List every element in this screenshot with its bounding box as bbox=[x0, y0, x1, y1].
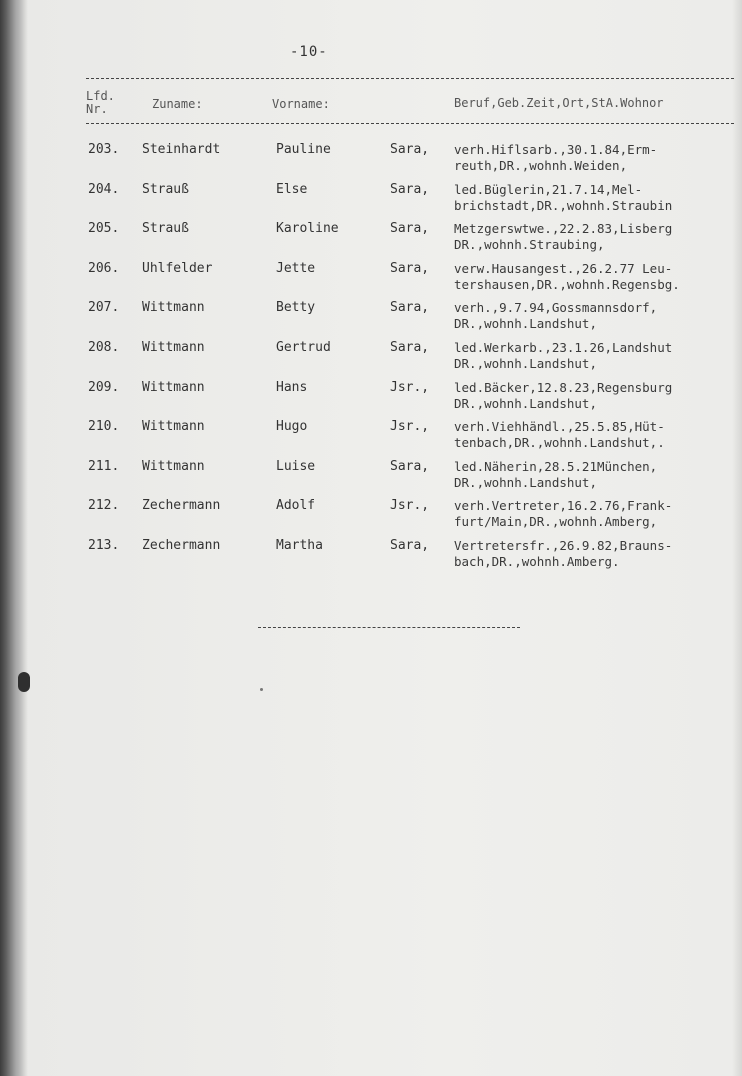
entry-surname: Steinhardt bbox=[142, 142, 221, 157]
entry-added-name: Jsr., bbox=[390, 419, 430, 435]
entry-details bbox=[454, 538, 736, 570]
entry-details-line2: DR.,wohnh.Landshut, bbox=[454, 395, 597, 411]
entry-number: 213. bbox=[88, 538, 120, 553]
entry-details bbox=[454, 261, 736, 293]
entry-number: 203. bbox=[88, 142, 120, 157]
table-row bbox=[0, 498, 742, 538]
entry-details-line1: led.Büglerin,21.7.14,Mel- bbox=[454, 181, 643, 197]
entry-firstname: Betty bbox=[276, 300, 316, 316]
entry-details bbox=[454, 142, 736, 174]
entry-details-line2: tenbach,DR.,wohnh.Landshut,. bbox=[454, 435, 665, 451]
header-top-rule bbox=[86, 78, 734, 79]
entry-number: 207. bbox=[88, 300, 120, 316]
page-number: -10- bbox=[290, 44, 328, 60]
entry-firstname: Pauline bbox=[276, 142, 331, 157]
end-rule bbox=[258, 627, 520, 628]
entry-number: 210. bbox=[88, 419, 120, 435]
entry-firstname: Karoline bbox=[276, 221, 339, 237]
entry-details-line1: verh.,9.7.94,Gossmannsdorf, bbox=[454, 300, 658, 316]
entry-details bbox=[454, 300, 736, 332]
entry-details-line2: DR.,wohnh.Landshut, bbox=[454, 316, 597, 332]
table-row bbox=[0, 300, 742, 340]
entry-details-line2: bach,DR.,wohnh.Amberg. bbox=[454, 554, 620, 569]
entry-added-name: Sara, bbox=[390, 260, 430, 276]
entry-number: 209. bbox=[88, 379, 120, 395]
entry-added-name: Sara, bbox=[390, 300, 430, 316]
table-row bbox=[0, 221, 742, 261]
table-row bbox=[0, 380, 742, 420]
table-row bbox=[0, 459, 742, 499]
entry-added-name: Sara, bbox=[390, 142, 430, 157]
table-row bbox=[0, 340, 742, 380]
entry-firstname: Gertrud bbox=[276, 340, 331, 355]
entry-details-line1: led.Werkarb.,23.1.26,Landshut bbox=[454, 340, 673, 355]
entry-added-name: Jsr., bbox=[390, 498, 430, 514]
entry-surname: Zechermann bbox=[142, 538, 221, 553]
entry-surname: Wittmann bbox=[142, 300, 205, 316]
entry-surname: Wittmann bbox=[142, 379, 205, 395]
entry-details bbox=[454, 419, 736, 451]
binding-mark bbox=[18, 672, 30, 692]
entry-added-name: Sara, bbox=[390, 538, 430, 553]
entry-surname: Strauß bbox=[142, 181, 189, 197]
column-header-info: Beruf,Geb.Zeit,Ort,StA.Wohnor bbox=[454, 96, 664, 110]
entry-surname: Wittmann bbox=[142, 458, 205, 474]
table-row bbox=[0, 142, 742, 182]
entry-details-line2: reuth,DR.,wohnh.Weiden, bbox=[454, 158, 628, 173]
entry-details-line2: tershausen,DR.,wohnh.Regensbg. bbox=[454, 276, 680, 292]
table-row bbox=[0, 538, 742, 578]
entry-details-line1: verh.Vertreter,16.2.76,Frank- bbox=[454, 498, 673, 514]
column-header-surname: Zuname: bbox=[152, 97, 203, 111]
column-header-firstname: Vorname: bbox=[272, 97, 330, 111]
entry-added-name: Jsr., bbox=[390, 379, 430, 395]
table-row bbox=[0, 419, 742, 459]
paper-speck bbox=[260, 688, 263, 691]
header-bottom-rule bbox=[86, 123, 734, 124]
entry-added-name: Sara, bbox=[390, 181, 430, 197]
entry-details bbox=[454, 459, 736, 491]
entry-details bbox=[454, 380, 736, 412]
entry-details-line1: Metzgerswtwe.,22.2.83,Lisberg bbox=[454, 221, 673, 237]
entry-number: 205. bbox=[88, 221, 120, 237]
entry-added-name: Sara, bbox=[390, 221, 430, 237]
entry-details-line2: DR.,wohnh.Landshut, bbox=[454, 474, 597, 490]
entry-details-line1: Vertretersfr.,26.9.82,Brauns- bbox=[454, 538, 673, 553]
entry-firstname: Martha bbox=[276, 538, 323, 553]
table-row bbox=[0, 182, 742, 222]
entry-surname: Strauß bbox=[142, 221, 189, 237]
entry-firstname: Hugo bbox=[276, 419, 308, 435]
entry-added-name: Sara, bbox=[390, 458, 430, 474]
column-header-nr-line2: Nr. bbox=[86, 102, 108, 116]
entry-details bbox=[454, 182, 736, 214]
entry-firstname: Luise bbox=[276, 458, 316, 474]
entry-details-line1: verh.Hiflsarb.,30.1.84,Erm- bbox=[454, 142, 658, 157]
entry-number: 208. bbox=[88, 340, 120, 355]
entry-details-line1: verh.Viehhändl.,25.5.85,Hüt- bbox=[454, 419, 665, 435]
entry-surname: Wittmann bbox=[142, 340, 205, 355]
entry-details-line1: led.Näherin,28.5.21München, bbox=[454, 458, 658, 474]
entry-number: 204. bbox=[88, 181, 120, 197]
entry-firstname: Else bbox=[276, 181, 308, 197]
entry-details bbox=[454, 221, 736, 253]
column-header-nr-line1: Lfd. bbox=[86, 89, 115, 103]
entry-firstname: Hans bbox=[276, 379, 308, 395]
entry-number: 212. bbox=[88, 498, 120, 514]
entry-surname: Uhlfelder bbox=[142, 260, 213, 276]
entry-number: 211. bbox=[88, 458, 120, 474]
entry-details-line2: DR.,wohnh.Straubing, bbox=[454, 237, 605, 253]
entry-details bbox=[454, 498, 736, 530]
entry-added-name: Sara, bbox=[390, 340, 430, 355]
column-header-nr bbox=[86, 90, 115, 116]
entry-details-line1: verw.Hausangest.,26.2.77 Leu- bbox=[454, 260, 673, 276]
entry-details-line2: furt/Main,DR.,wohnh.Amberg, bbox=[454, 514, 658, 530]
entry-details-line2: DR.,wohnh.Landshut, bbox=[454, 356, 597, 371]
table-row bbox=[0, 261, 742, 301]
entry-surname: Wittmann bbox=[142, 419, 205, 435]
entry-details-line2: brichstadt,DR.,wohnh.Straubin bbox=[454, 197, 673, 213]
entry-firstname: Jette bbox=[276, 260, 316, 276]
entry-number: 206. bbox=[88, 260, 120, 276]
entry-firstname: Adolf bbox=[276, 498, 316, 514]
entry-surname: Zechermann bbox=[142, 498, 221, 514]
entry-details-line1: led.Bäcker,12.8.23,Regensburg bbox=[454, 379, 673, 395]
entry-details bbox=[454, 340, 736, 372]
